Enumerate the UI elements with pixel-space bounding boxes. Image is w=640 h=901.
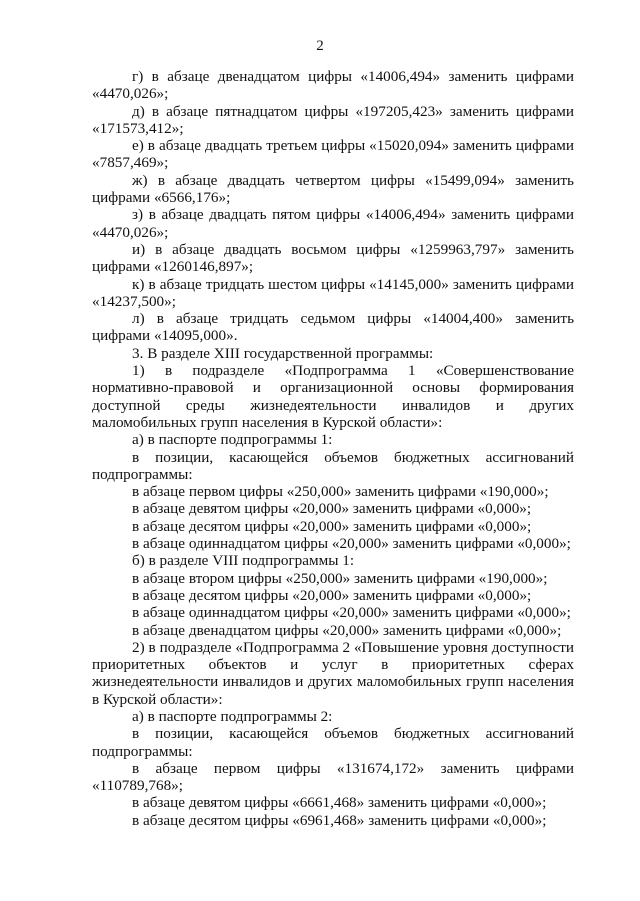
paragraph-k: к) в абзаце тридцать шестом цифры «14145,000» заменить цифрами «14237,500»; [92,275,574,310]
paragraph-l: л) в абзаце тридцать седьмом цифры «14004,400» заменить цифрами «14095,000». [92,310,574,345]
sp2-passport-item-1: в абзаце первом цифры «131674,172» заменить цифрами «110789,768»; [92,759,574,795]
sp1-section-item-11: в абзаце одиннадцатом цифры «20,000» заменить цифрами «0,000»; [132,604,571,622]
sp1-section-item-12: в абзаце двенадцатом цифры «20,000» заменить цифрами «0,000»; [132,621,562,639]
paragraph-e: е) в абзаце двадцать третьем цифры «15020,094» заменить цифрами «7857,469»; [92,137,574,172]
sp1-passport-item-1: в абзаце первом цифры «250,000» заменить цифрами «190,000»; [132,483,549,501]
paragraph-g: г) в абзаце двенадцатом цифры «14006,494» заменить цифрами «4470,026»; [92,68,574,103]
sp1-passport-item-10: в абзаце десятом цифры «20,000» заменить цифрами «0,000»; [132,517,532,535]
page-number: 2 [316,38,324,54]
paragraph-zh: ж) в абзаце двадцать четвертом цифры «15499,094» заменить цифрами «6566,176»; [92,171,574,207]
document-body [92,68,574,829]
sp1-passport-item-9: в абзаце девятом цифры «20,000» заменить цифрами «0,000»; [132,500,532,518]
sp2-passport-item-10: в абзаце десятом цифры «6961,468» заменить цифрами «0,000»; [132,811,547,829]
subprogram-1-section-viii: б) в разделе VIII подпрограммы 1: [132,552,355,570]
subprogram-1-passport: а) в паспорте подпрограммы 1: [132,431,333,449]
sp1-section-item-2: в абзаце втором цифры «250,000» заменить цифрами «190,000»; [132,569,548,587]
paragraph-i: и) в абзаце двадцать восьмом цифры «1259963,797» заменить цифрами «1260146,897»; [92,240,574,276]
subprogram-2-heading: 2) в подразделе «Подпрограмма 2 «Повышение уровня доступности приоритетных объектов и услуг в приоритетных сферах жизнедеятельности инвалидов и других маломобильных групп населения в Курской области»: [92,638,574,708]
paragraph-z: з) в абзаце двадцать пятом цифры «14006,494» заменить цифрами «4470,026»; [92,206,574,241]
section-xiii-heading: 3. В разделе XIII государственной программы: [132,344,434,362]
subprogram-2-passport: а) в паспорте подпрограммы 2: [132,707,333,725]
sp2-passport-item-9: в абзаце девятом цифры «6661,468» заменить цифрами «0,000»; [132,794,547,812]
subprogram-1-heading: 1) в подразделе «Подпрограмма 1 «Совершенствование нормативно-правовой и организационной основы формирования доступной среды жизнедеятельности инвалидов и других маломобильных групп населения в Курской области»: [92,362,574,431]
subprogram-1-budget-position: в позиции, касающейся объемов бюджетных ассигнований подпрограммы: [92,448,574,483]
sp1-section-item-10: в абзаце десятом цифры «20,000» заменить цифрами «0,000»; [132,586,532,604]
sp1-passport-item-11: в абзаце одиннадцатом цифры «20,000» заменить цифрами «0,000»; [132,535,571,553]
paragraph-d: д) в абзаце пятнадцатом цифры «197205,423» заменить цифрами «171573,412»; [92,102,574,137]
subprogram-2-budget-position: в позиции, касающейся объемов бюджетных ассигнований подпрограммы: [92,725,574,760]
